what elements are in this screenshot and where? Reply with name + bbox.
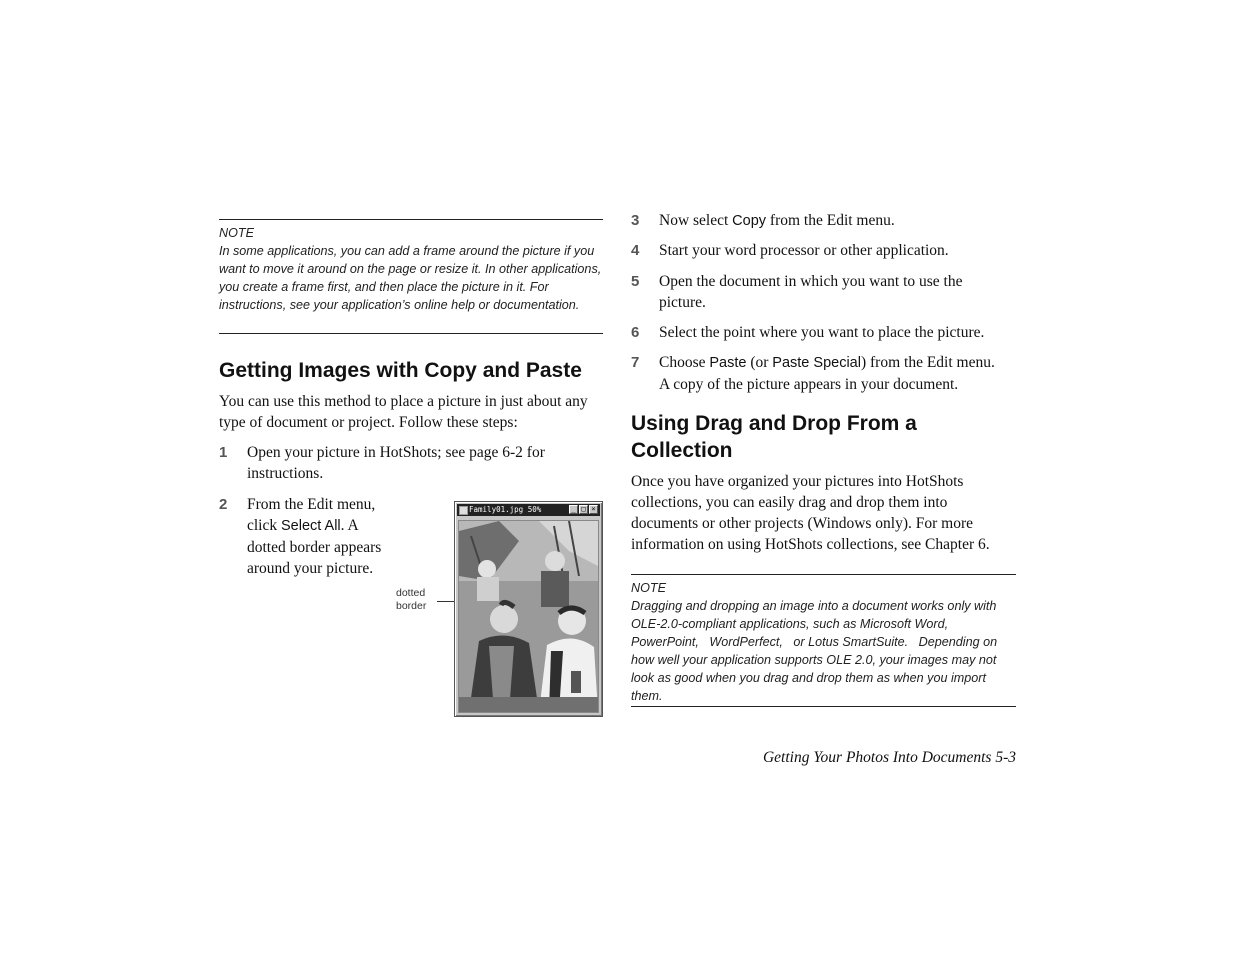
menu-command-select-all: Select All [281, 518, 341, 534]
photo-graphic [459, 521, 598, 712]
family-photo [458, 520, 599, 713]
section-heading-copy-paste: Getting Images with Copy and Paste [219, 359, 582, 382]
step-number: 3 [631, 212, 640, 229]
step-2-line: click Select All. A [247, 517, 359, 534]
minimize-icon: _ [569, 505, 578, 514]
menu-command-paste-special: Paste Special [772, 355, 861, 371]
step-number: 6 [631, 324, 640, 341]
figure-caption: dotted border [396, 587, 427, 612]
step-6 [631, 322, 1016, 343]
step-2 [219, 494, 419, 578]
note-text: Dragging and dropping an image into a document works only with OLE-2.0-compliant applications, such as Microsoft Word, PowerPoint, WordPerfect, or Lotus SmartSuite. Depending on how well your application supports OLE 2.0, your images may not look as good when you drag and drop them as when you import them. [631, 599, 1001, 703]
step-text: Select the point where you want to place the picture. [659, 324, 985, 341]
step-1 [219, 442, 603, 484]
image-window-screenshot [454, 501, 603, 717]
step-2-line: dotted border appears [247, 539, 382, 556]
step-text: Start your word processor or other application. [659, 242, 949, 259]
page-footer: Getting Your Photos Into Documents 5-3 [762, 749, 1016, 766]
app-icon [459, 506, 468, 515]
window-titlebar [457, 504, 600, 516]
step-text: Open your picture in HotShots; see page 6-2 for instructions. [247, 444, 545, 482]
note-label: NOTE [631, 581, 666, 595]
step-text [659, 352, 1016, 395]
drag-drop-paragraph: Once you have organized your pictures into HotShots collections, you can easily drag and drop them into documents or other projects (Windows only). For more information on using HotShots collections, see Chapter 6. [631, 473, 990, 553]
step-7-line: Choose Paste (or Paste Special) from the Edit menu. [659, 354, 995, 371]
note-box-frame [219, 219, 603, 334]
close-icon: × [589, 505, 598, 514]
step-5 [631, 271, 1016, 313]
step-2-line: around your picture. [247, 560, 374, 577]
step-number: 2 [219, 496, 228, 513]
step-number: 4 [631, 242, 640, 259]
step-text: Now select Copy from the Edit menu. [659, 212, 895, 229]
step-text: Open the document in which you want to use the picture. [659, 273, 963, 311]
step-7-line: A copy of the picture appears in your document. [659, 376, 959, 393]
note-label: NOTE [219, 226, 254, 240]
intro-paragraph: You can use this method to place a picture in just about any type of document or project. Follow these steps: [219, 393, 588, 431]
section-heading-drag-drop: Using Drag and Drop From a Collection [631, 412, 917, 462]
note-box-frame [631, 574, 1016, 707]
step-text [247, 494, 417, 579]
maximize-icon: □ [579, 505, 588, 514]
note-text: In some applications, you can add a frame around the picture if you want to move it around on the page or resize it. In other applications, you create a frame first, and then place the picture in it. For instructions, see your application’s online help or documentation. [219, 244, 602, 312]
step-4 [631, 240, 1016, 261]
menu-command-copy: Copy [732, 213, 767, 229]
step-2-line: From the Edit menu, [247, 496, 376, 513]
window-title: Family01.jpg 50% [469, 505, 542, 514]
step-3 [631, 210, 1016, 231]
menu-command-paste: Paste [709, 355, 747, 371]
step-number: 7 [631, 354, 640, 371]
step-number: 5 [631, 273, 640, 290]
step-7 [631, 352, 1016, 394]
step-number: 1 [219, 444, 228, 461]
